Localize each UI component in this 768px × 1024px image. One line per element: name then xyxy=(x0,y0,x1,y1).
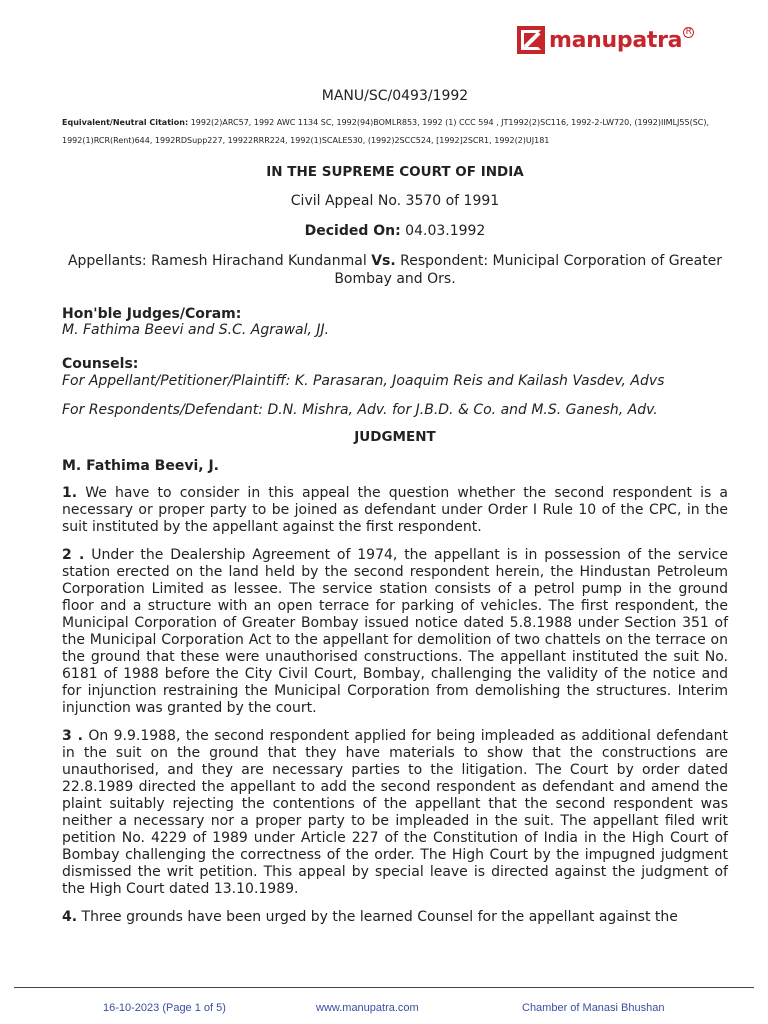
paragraph-text: We have to consider in this appeal the question whether the second respondent is a necessary or proper party to be joined as defendant under Order I Rule 10 of the CPC, in the suit instituted by the appellant against the first respondent. xyxy=(62,485,728,535)
manupatra-logo xyxy=(517,24,694,56)
equivalent-citation xyxy=(62,114,728,150)
paragraph-number: 2 . xyxy=(62,547,85,563)
judges-heading: Hon'ble Judges/Coram: xyxy=(62,306,242,322)
registered-mark: R xyxy=(683,27,694,38)
paragraph-3 xyxy=(62,728,728,898)
respondent: Respondent: Municipal Corporation of Greater Bombay and Ors. xyxy=(334,253,723,287)
paragraph-number: 1. xyxy=(62,485,78,501)
footer-chamber: Chamber of Manasi Bhushan xyxy=(522,1002,665,1014)
court-name: IN THE SUPREME COURT OF INDIA xyxy=(266,164,524,180)
decided-on-label: Decided On: xyxy=(304,223,401,239)
manu-citation: MANU/SC/0493/1992 xyxy=(321,88,469,104)
civil-appeal-number: Civil Appeal No. 3570 of 1991 xyxy=(290,193,500,209)
footer-divider xyxy=(14,987,754,988)
judge-name: M. Fathima Beevi, J. xyxy=(62,458,219,474)
versus: Vs. xyxy=(371,253,396,269)
decided-on-date: 04.03.1992 xyxy=(400,223,486,239)
footer-website-link[interactable]: www.manupatra.com xyxy=(316,1002,419,1014)
logo-text: manupatra xyxy=(549,27,683,53)
equivalent-citation-label: Equivalent/Neutral Citation: xyxy=(62,118,189,127)
paragraph-4 xyxy=(62,909,728,926)
counsel-respondent: For Respondents/Defendant: D.N. Mishra, Adv. for J.B.D. & Co. and M.S. Ganesh, Adv. xyxy=(62,402,658,418)
manupatra-logo-icon xyxy=(517,26,545,54)
paragraph-text: On 9.9.1988, the second respondent applied for being impleaded as additional defendant in the suit on the ground that they have materials to show that the constructions are unauthorised, and they are necessary parties to the litigation. The Court by order dated 22.8.1989 directed the appellant to add the second respondent as defendant and amend the plaint suitably rejecting the contentions of the appellant that the second respondent was neither a necessary nor a proper party to be impleaded in the suit. The appellant filed writ petition No. 4229 of 1989 under Article 227 of the Constitution of India in the High Court of Bombay challenging the correctness of the order. The High Court by the impugned judgment dismissed the writ petition. This appeal by special leave is directed against the judgment of the High Court dated 13.10.1989. xyxy=(62,728,728,897)
counsels-heading: Counsels: xyxy=(62,356,139,372)
paragraph-number: 3 . xyxy=(62,728,83,744)
judges-names: M. Fathima Beevi and S.C. Agrawal, JJ. xyxy=(62,322,330,338)
decided-on xyxy=(62,222,728,240)
paragraph-text: Three grounds have been urged by the learned Counsel for the appellant against the xyxy=(77,909,678,925)
paragraph-number: 4. xyxy=(62,909,78,925)
paragraph-1 xyxy=(62,485,728,536)
appellants: Appellants: Ramesh Hirachand Kundanmal xyxy=(67,253,372,269)
document-page xyxy=(62,84,728,926)
footer-date-page: 16-10-2023 (Page 1 of 5) xyxy=(103,1002,226,1014)
paragraph-text: Under the Dealership Agreement of 1974, the appellant is in possession of the service station erected on the land held by the second respondent herein, the Hindustan Petroleum Corporation Limited as lessee. The service station consists of a petrol pump in the ground floor and a structure with an open terrace for parking of vehicles. The first respondent, the Municipal Corporation of Greater Bombay issued notice dated 5.8.1988 under Section 351 of the Municipal Corporation Act to the appellant for demolition of two chattels on the terrace on the ground that these were unauthorised constructions. The appellant instituted the suit No. 6181 of 1988 before the City Civil Court, Bombay, challenging the validity of the notice and for injunction restraining the Municipal Corporation from demolishing the structures. Interim injunction was granted by the court. xyxy=(62,547,728,716)
judgment-heading: JUDGMENT xyxy=(354,429,436,445)
counsel-appellant: For Appellant/Petitioner/Plaintiff: K. Parasaran, Joaquim Reis and Kailash Vasdev, Advs xyxy=(62,373,665,389)
equivalent-citation-text: 1992(2)ARC57, 1992 AWC 1134 SC, 1992(94)BOMLR853, 1992 (1) CCC 594 , JT1992(2)SC116, 1992-2-LW720, (1992)IIMLJ55(SC), 1992(1)RCR(Rent)644, 1992RDSupp227, 19922RRR224, 1992(1)SCALE530, (1992)2SCC524, [1992]2SCR1, 1992(2)UJ181 xyxy=(62,118,710,145)
paragraph-2 xyxy=(62,547,728,717)
parties xyxy=(62,252,728,288)
